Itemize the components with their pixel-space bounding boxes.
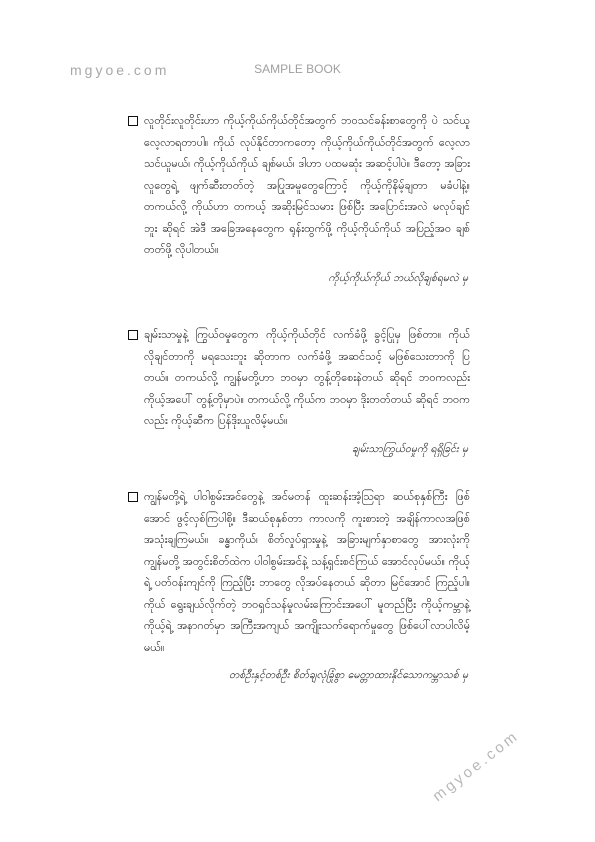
checkbox-icon xyxy=(128,330,138,340)
quote-source: ကိုယ့်ကိုယ်ကိုယ် ဘယ်လိုချစ်ရမလဲ မှ xyxy=(328,271,468,284)
quote-entry xyxy=(128,486,470,684)
quote-text: ကျွန်မတို့ရဲ့ ပါဝါစွမ်းအင်တွေနဲ့ အင်မတန် ထူးဆန်းအံ့ဩရာ ဆယ်စုနှစ်ကြီး ဖြစ်အောင် ဖွင့်လှစ်ကြပါစို့။ ဒီဆယ်စုနှစ်တာ ကာလကို ကူးစားတဲ့ အချိန်ကာလအဖြစ် အသုံးချကြမယ်။ ခန္ဓာကိုယ်၊ စိတ်လှုပ်ရှားမှုနဲ့ အခြားမျက်နှာစာတွေ အားလုံးကို ကျွန်မတို့ အတွင်းစိတ်ထဲက ပါဝါစွမ်းအင်နဲ့ သန့်ရှင်းစင်ကြယ် အောင်လုပ်မယ်။ ကိုယ့်ရဲ့ ပတ်ဝန်းကျင်ကို ကြည့်ပြီး ဘာတွေ လိုအပ်နေတယ် ဆိုတာ မြင်အောင် ကြည့်ပါ။ ကိုယ် ရွေးချယ်လိုက်တဲ့ ဘဝရှင်သန်မှုလမ်းကြောင်းအပေါ် မူတည်ပြီး ကိုယ့်ကမ္ဘာနဲ့ ကိုယ့်ရဲ့ အနာဂတ်မှာ အကြီးအကျယ် အကျိုးသက်ရောက်မှုတွေ ဖြစ်ပေါ်လာပါလိမ့်မယ်။ xyxy=(144,490,470,654)
quote-text: ချမ်းသာမှုနဲ့ ကြွယ်ဝမှုတွေက ကိုယ့်ကိုယ်တိုင် လက်ခံဖို့ ခွင့်ပြုမှ ဖြစ်တာ။ ကိုယ် လိုချင်တာကို မရသေးဘူး ဆိုတာက လက်ခံဖို့ အဆင်သင့် မဖြစ်သေးတာကို ပြတယ်။ တကယ်လို့ ကျွန်မတို့ဟာ ဘဝမှာ တွန့်တိုစေးနဲတယ် ဆိုရင် ဘဝကလည်း ကိုယ့်အပေါ် တွန့်တိုမှာပဲ။ တကယ်လို့ ကိုယ်က ဘဝမှာ ဒိုးတတ်တယ် ဆိုရင် ဘဝကလည်း ကိုယ့်ဆီက ပြန်ဒိုးယူလိမ့်မယ်။ xyxy=(144,328,470,427)
checkbox-icon xyxy=(128,492,138,502)
quote-source: ချမ်းသာကြွယ်ဝမှုကို ရရှိခြင်း မှ xyxy=(352,442,468,455)
quote-entry xyxy=(128,110,470,287)
site-mark: mgyoe.com xyxy=(70,62,170,78)
quote-entry xyxy=(128,324,470,458)
quote-text: လူတိုင်းလူတိုင်းဟာ ကိုယ့်ကိုယ်ကိုယ်တိုင်အတွက် ဘဝသင်ခန်းစာတွေကို ပဲ သင်ယူ လေ့လာရတာပါ။ ကိုယ် လုပ်နိုင်တာကတော့ ကိုယ့်ကိုယ်ကိုယ်တိုင်အတွက် လေ့လာ သင်ယူမယ်၊ ကိုယ့်ကိုယ်ကိုယ် ချစ်မယ်၊ ဒါဟာ ပထမဆုံး အဆင့်ပါပဲ။ ဒီတော့ အခြားလူတွေရဲ့ ဖျက်ဆီးတတ်တဲ့ အပြုအမူတွေကြောင့် ကိုယ့်ကိုနိမ့်ချတာ မခံပါနဲ့။ တကယ်လို့ ကိုယ်ဟာ တကယ့် အဆိုးမြင်သမား ဖြစ်ပြီး အပြောင်းအလဲ မလုပ်ချင်ဘူး ဆိုရင် အဲဒီ အခြေအနေတွေက ရုန်းထွက်ဖို့ ကိုယ့်ကိုယ်ကိုယ် အပြည့်အဝ ချစ်တတ်ဖို့ လိုပါတယ်။ xyxy=(144,114,470,256)
quote-source: တစ်ဦးနှင့်တစ်ဦး စိတ်ချလုံခြုံစွာ မေတ္တာထားနိုင်သောကမ္ဘာသစ် မှ xyxy=(229,669,468,681)
checkbox-icon xyxy=(128,116,138,126)
sample-book-label: SAMPLE BOOK xyxy=(254,62,341,76)
diagonal-watermark: mgyoe.com xyxy=(429,727,523,805)
